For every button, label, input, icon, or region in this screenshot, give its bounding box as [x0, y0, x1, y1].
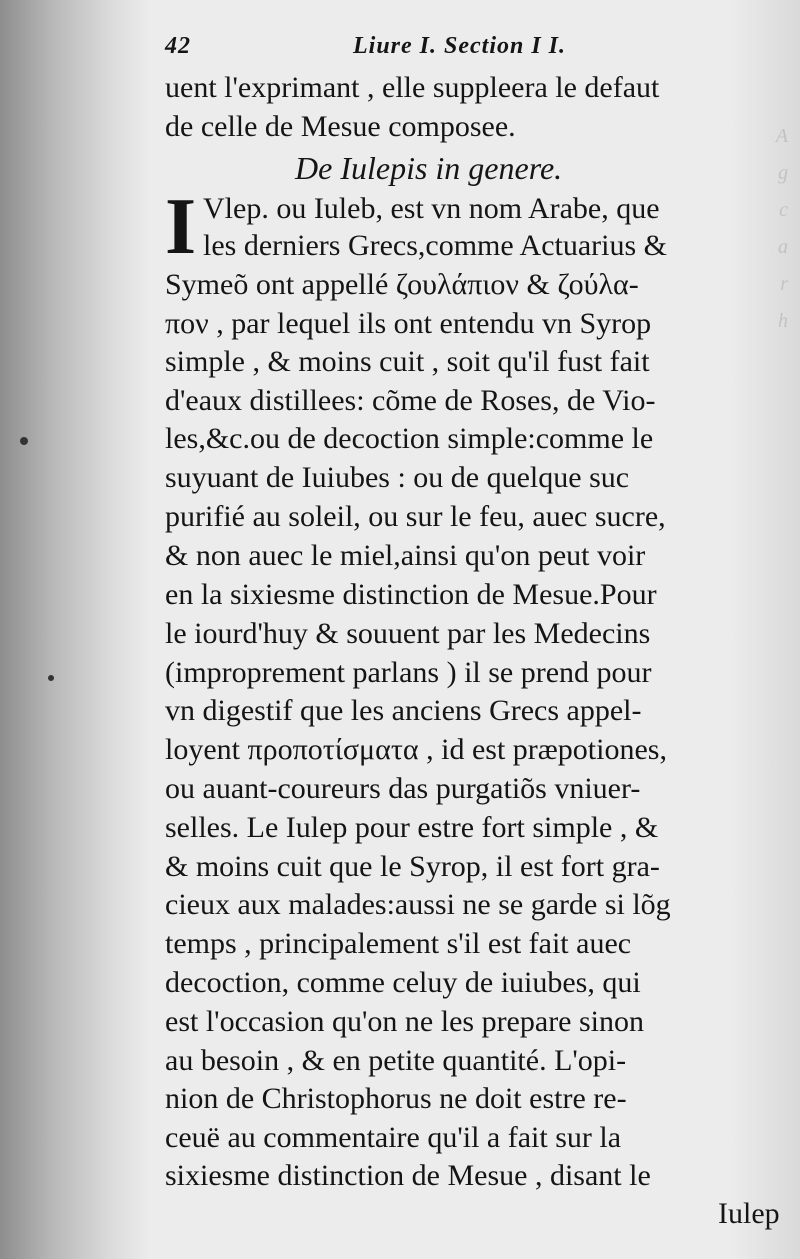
binding-shadow: [0, 0, 150, 1259]
text-line: temps , principalement s'il est fait auec: [165, 927, 632, 960]
text-line: purifié au soleil, ou sur le feu, auec sucre,: [165, 500, 666, 533]
text-line: Symeõ ont appellé ζουλάπιον & ζούλα-: [165, 268, 639, 301]
text-line: & moins cuit que le Syrop, il est fort gra-: [165, 850, 660, 883]
text-line: & non auec le miel,ainsi qu'on peut voir: [165, 539, 646, 572]
page-number: 42: [165, 33, 191, 59]
section-title: De Iulepis in genere.: [295, 150, 563, 186]
text-line: Vlep. ou Iuleb, est vn nom Arabe, que: [203, 192, 660, 225]
ink-spot: [48, 675, 54, 681]
text-line: (improprement parlans ) il se prend pour: [165, 656, 652, 689]
book-page: [165, 0, 780, 1259]
catchword: Iulep: [718, 1197, 780, 1230]
text-line: les derniers Grecs,comme Actuarius &: [203, 229, 668, 262]
text-line: simple , & moins cuit , soit qu'il fust fait: [165, 345, 650, 378]
text-line: ceuë au commentaire qu'il a fait sur la: [165, 1121, 622, 1154]
text-line: au besoin , & en petite quantité. L'opi-: [165, 1044, 627, 1077]
text-line: les,&c.ou de decoction simple:comme le: [165, 422, 654, 455]
text-line: de celle de Mesue composee.: [165, 110, 516, 143]
text-line: πον , par lequel ils ont entendu vn Syrop: [165, 307, 652, 340]
text-line: ou auant-coureurs das purgatiõs vniuer-: [165, 772, 641, 805]
text-line: est l'occasion qu'on ne les prepare sinon: [165, 1005, 645, 1038]
text-line: decoction, comme celuy de iuiubes, qui: [165, 966, 641, 999]
text-line: en la sixiesme distinction de Mesue.Pour: [165, 578, 657, 611]
running-head: Liure I. Section I I.: [353, 33, 567, 59]
text-line: nion de Christophorus ne doit estre re-: [165, 1082, 627, 1115]
page-header: [165, 33, 770, 61]
drop-initial: I: [165, 183, 197, 271]
text-line: selles. Le Iulep pour estre fort simple , &: [165, 811, 659, 844]
text-line: vn digestif que les anciens Grecs appel-: [165, 694, 642, 727]
text-line: sixiesme distinction de Mesue , disant le: [165, 1159, 651, 1192]
text-line: cieux aux malades:aussi ne se garde si lõg: [165, 888, 671, 921]
text-line: suyuant de Iuiubes : ou de quelque suc: [165, 461, 630, 494]
text-line: loyent προποτίσματα , id est præpotiones,: [165, 733, 667, 766]
bleed-through-text: A g c a r h: [775, 125, 788, 332]
text-line: uent l'exprimant , elle suppleera le defaut: [165, 71, 660, 104]
text-line: le iourd'huy & souuent par les Medecins: [165, 617, 651, 650]
ink-spot: [20, 437, 28, 445]
text-line: d'eaux distillees: cõme de Roses, de Vio-: [165, 384, 656, 417]
